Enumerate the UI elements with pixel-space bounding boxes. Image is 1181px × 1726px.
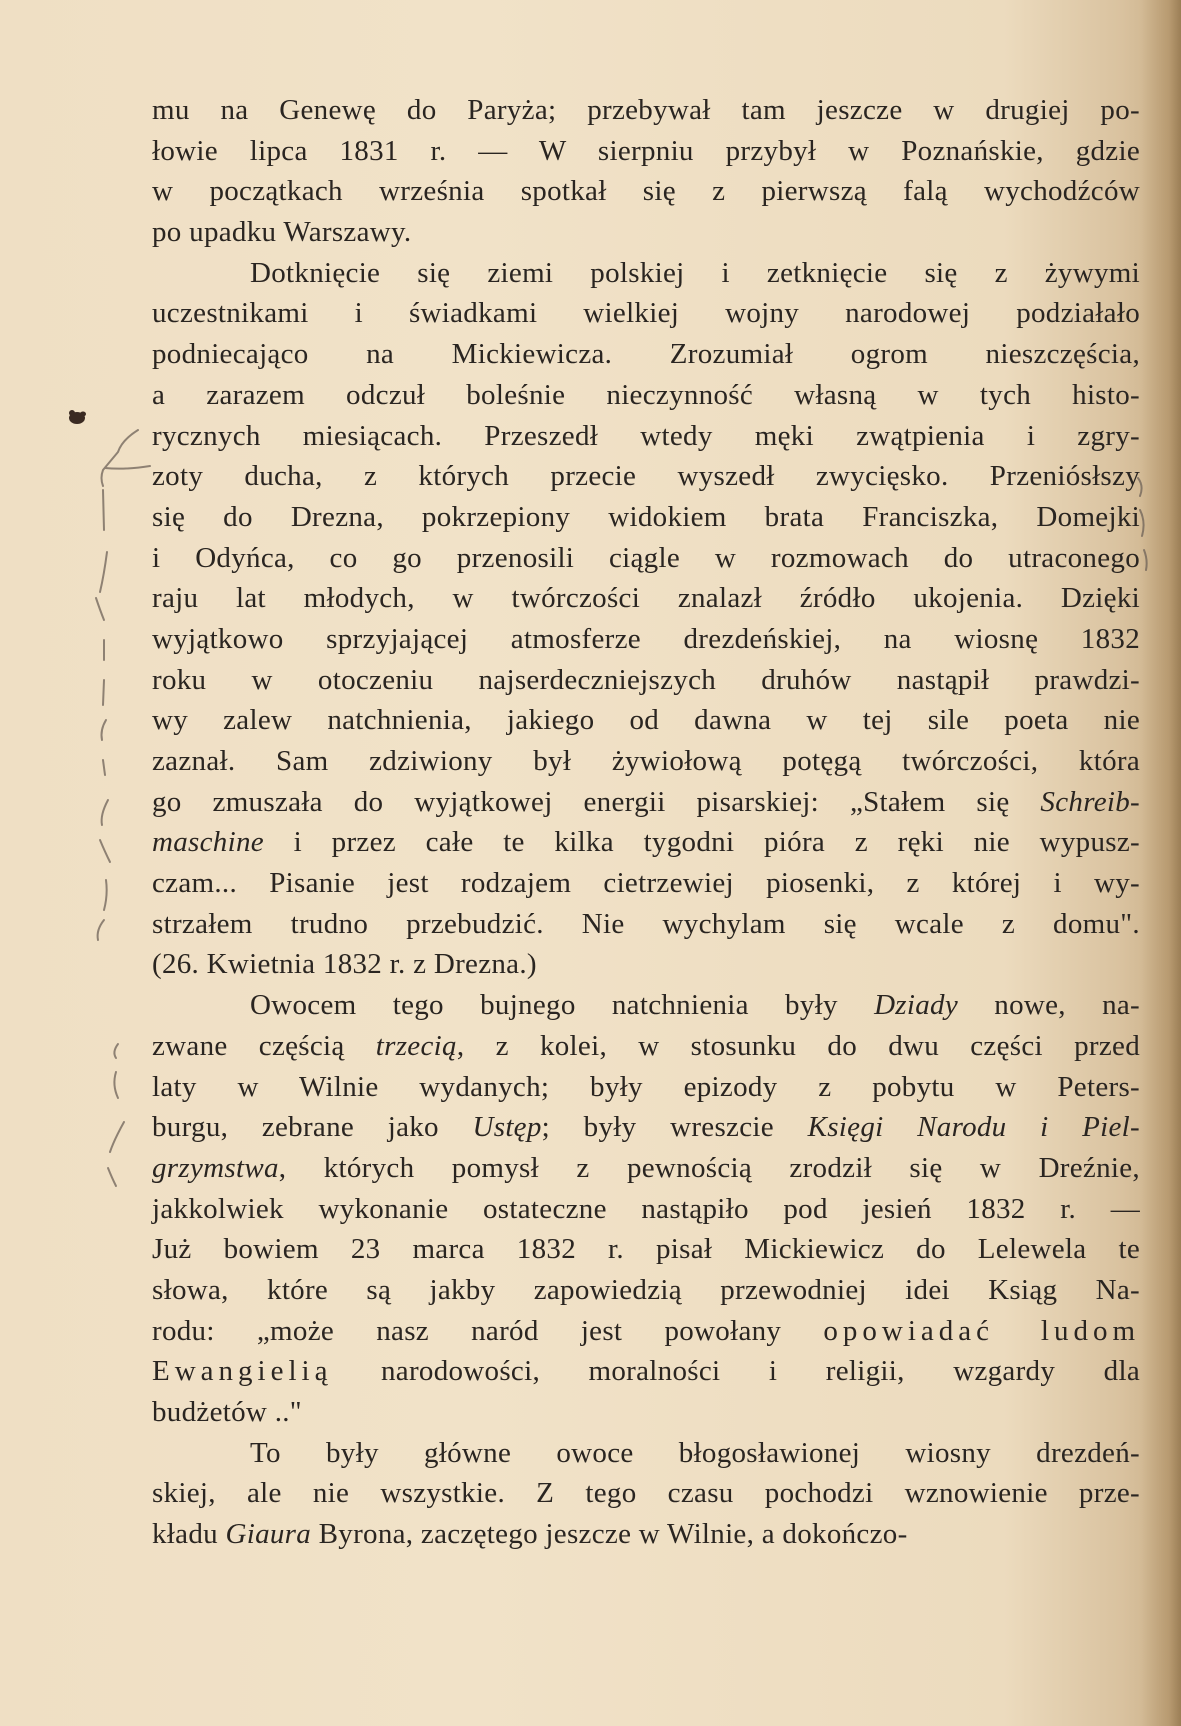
text-segment: mu na Genewę do Paryża; przebywał tam jeszcze w drugiej po-: [152, 94, 1140, 126]
text-segment: się do Drezna, pokrzepiony widokiem brata Franciszka, Domejki: [152, 500, 1140, 533]
text-line: [152, 1473, 1140, 1514]
text-line: [152, 456, 1140, 497]
text-segment: budżetów ..": [152, 1396, 302, 1428]
text-segment: raju lat młodych, w twórczości znalazł źródło ukojenia. Dzięki: [152, 582, 1140, 615]
text-line: [152, 782, 1140, 823]
text-line: [152, 1026, 1140, 1067]
text-line: [152, 293, 1140, 334]
text-segment: słowa, które są jakby zapowiedzią przewodniej idei Ksiąg Na-: [152, 1273, 1140, 1306]
text-segment: a zarazem odczuł boleśnie nieczynność własną w tych histo-: [152, 378, 1140, 411]
text-segment: zaznał. Sam zdziwiony był żywiołową potęgą twórczości, która: [152, 745, 1140, 777]
text-line: [152, 660, 1140, 701]
text-line: [152, 619, 1140, 660]
text-line: [152, 90, 1140, 131]
text-line: [152, 904, 1140, 945]
text-line: [152, 1270, 1140, 1311]
text-line: [152, 741, 1140, 782]
text-segment: , z kolei, w stosunku do dwu części przed: [456, 1029, 1140, 1062]
text-segment: podniecająco na Mickiewicza. Zrozumiał ogrom nieszczęścia,: [152, 338, 1140, 371]
text-segment: nowe, na-: [958, 989, 1141, 1022]
text-segment: w początkach września spotkał się z pierwszą falą wychodźców: [152, 175, 1140, 208]
text-line: [152, 171, 1140, 212]
text-line: [152, 985, 1140, 1026]
text-segment: (26. Kwietnia 1832 r. z Drezna.): [152, 948, 537, 981]
text-segment: , których pomysł z pewnością zrodził się w Dreźnie,: [278, 1151, 1140, 1184]
text-line: [152, 1392, 1140, 1433]
text-line: [152, 253, 1140, 294]
text-line: [152, 822, 1140, 863]
spaced-emphasis: opowiadać ludom: [823, 1314, 1141, 1347]
text-segment: zoty ducha, z których przecie wyszedł zwycięsko. Przeniósłszy: [152, 460, 1140, 493]
text-segment: czam... Pisanie jest rodzajem cietrzewiej piosenki, z której i wy-: [152, 867, 1140, 900]
text-line: [152, 1433, 1140, 1474]
text-segment: To były główne owoce błogosławionej wiosny drezdeń-: [250, 1436, 1140, 1469]
italic-title: Giaura: [225, 1518, 312, 1551]
text-segment: uczestnikami i świadkami wielkiej wojny narodowej podziałało: [152, 297, 1140, 330]
text-segment: ; były wreszcie: [541, 1111, 808, 1144]
italic-title: Schreib-: [1040, 785, 1140, 818]
text-line: [152, 334, 1140, 375]
text-line: [152, 1107, 1140, 1148]
text-segment: Już bowiem 23 marca 1832 r. pisał Mickiewicz do Lelewela te: [152, 1233, 1140, 1266]
italic-title: trzecią: [375, 1029, 457, 1062]
text-segment: i Odyńca, co go przenosili ciągle w rozmowach do utraconego: [152, 541, 1140, 574]
text-line: [152, 578, 1140, 619]
text-segment: Byrona, zaczętego jeszcze w Wilnie, a dokończo-: [311, 1518, 908, 1551]
text-segment: kładu: [152, 1518, 226, 1551]
text-segment: skiej, ale nie wszystkie. Z tego czasu pochodzi wznowienie prze-: [152, 1477, 1140, 1510]
text-segment: wy zalew natchnienia, jakiego od dawna w tej sile poeta nie: [152, 704, 1140, 737]
text-line: [152, 863, 1140, 904]
text-segment: Owocem tego bujnego natchnienia były: [250, 989, 875, 1022]
text-line: [152, 538, 1140, 579]
text-segment: Dotknięcie się ziemi polskiej i zetknięcie się z żywymi: [250, 256, 1140, 289]
text-line: [152, 1311, 1140, 1352]
text-segment: strzałem trudno przebudzić. Nie wychylam się wcale z domu".: [152, 907, 1140, 940]
text-line: [152, 212, 1140, 253]
italic-title: Dziady: [874, 989, 959, 1022]
text-line: [152, 131, 1140, 172]
text-segment: jakkolwiek wykonanie ostateczne nastąpiło pod jesień 1832 r. —: [152, 1192, 1140, 1225]
text-segment: laty w Wilnie wydanych; były epizody z pobytu w Peters-: [152, 1070, 1140, 1103]
spaced-emphasis: Ewangielią: [152, 1355, 333, 1388]
text-line: [152, 1067, 1140, 1108]
text-segment: go zmuszała do wyjątkowej energii pisarskiej: „Stałem się: [152, 785, 1041, 818]
text-line: [152, 700, 1140, 741]
text-line: [152, 375, 1140, 416]
text-line: [152, 1148, 1140, 1189]
italic-title: Księgi Narodu i Piel-: [807, 1111, 1140, 1144]
text-line: [152, 1514, 1140, 1555]
page-body-text: [152, 90, 1140, 1555]
text-line: [152, 944, 1140, 985]
page-edge-shadow: [1141, 0, 1181, 1726]
text-line: [152, 1229, 1140, 1270]
text-line: [152, 1189, 1140, 1230]
text-segment: zwane częścią: [152, 1029, 376, 1062]
text-segment: roku w otoczeniu najserdeczniejszych druhów nastąpił prawdzi-: [152, 663, 1140, 696]
text-segment: burgu, zebrane jako: [152, 1111, 473, 1144]
ink-blot-icon: [69, 410, 86, 424]
italic-title: Ustęp: [472, 1111, 542, 1144]
italic-title: grzymstwa: [152, 1151, 279, 1184]
text-segment: narodowości, moralności i religii, wzgardy dla: [332, 1355, 1140, 1388]
text-line: [152, 497, 1140, 538]
text-segment: rycznych miesiącach. Przeszedł wtedy męki zwątpienia i zgry-: [152, 419, 1140, 452]
text-segment: rodu: „może nasz naród jest powołany: [152, 1314, 824, 1347]
text-segment: po upadku Warszawy.: [152, 216, 412, 249]
text-segment: łowie lipca 1831 r. — W sierpniu przybył w Poznańskie, gdzie: [152, 134, 1140, 167]
text-segment: wyjątkowo sprzyjającej atmosferze drezdeńskiej, na wiosnę 1832: [152, 622, 1140, 655]
text-line: [152, 1351, 1140, 1392]
italic-title: maschine: [152, 826, 264, 859]
text-segment: i przez całe te kilka tygodni pióra z ręki nie wypusz-: [263, 826, 1140, 859]
text-line: [152, 416, 1140, 457]
